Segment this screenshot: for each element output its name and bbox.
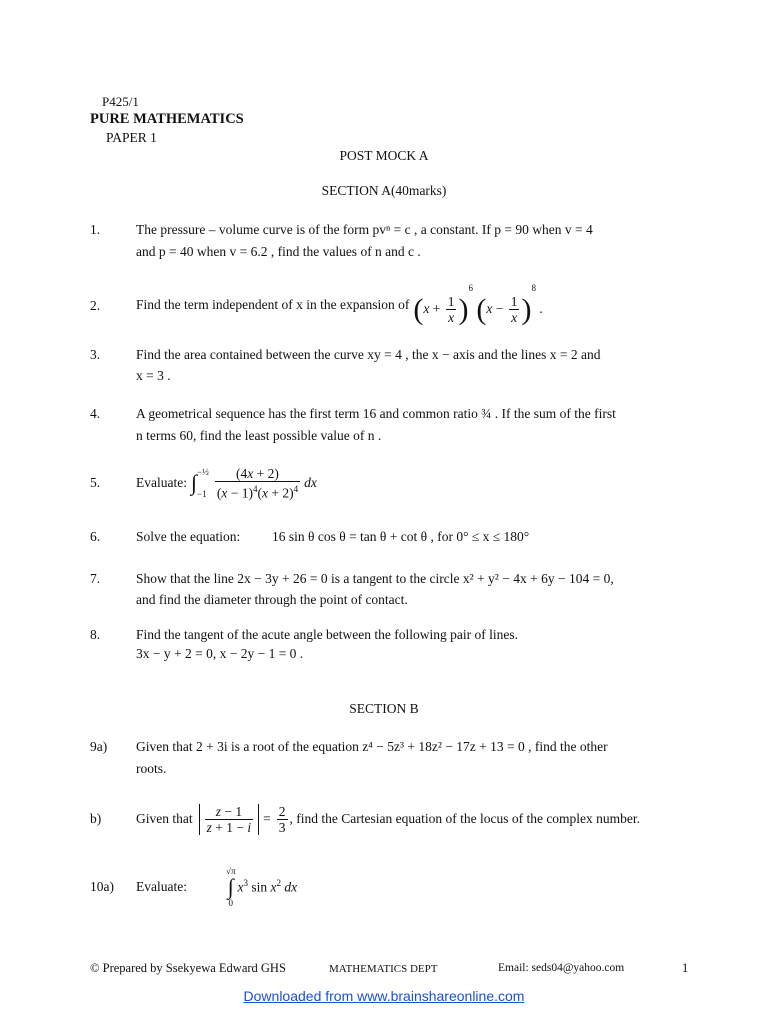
integral-expression: √π ∫ 0 $x^3$ $\sin x^2$ dx	[226, 866, 298, 908]
question-number: 8.	[90, 627, 101, 642]
equation-expression: 16 sin θ cos θ = tan θ + cot θ , for 0° ≤ x ≤ 180°	[272, 529, 530, 544]
question-text-line2: x = 3 .	[136, 368, 171, 383]
question-number: 5.	[90, 475, 101, 490]
question-row	[136, 280, 543, 330]
footer-department: MATHEMATICS DEPT	[329, 963, 438, 975]
integral-expression: ∫ −½ −1 $\frac{(4x + 2)}{(x - 1)^4(x + 2)^4}$ dx	[190, 465, 317, 501]
paper-code: P425/1	[102, 94, 139, 109]
question-text: Evaluate:	[136, 475, 187, 490]
section-b-heading: SECTION B	[349, 701, 419, 716]
question-text-line2: and p = 40 when v = 6.2 , find the values of n and c .	[136, 244, 421, 259]
question-number: 3.	[90, 347, 101, 362]
footer-email: Email: seds04@yahoo.com	[498, 962, 625, 974]
footer-prepared-by: © Prepared by Ssekyewa Edward GHS	[90, 961, 286, 975]
question-text-line2: roots.	[136, 761, 167, 776]
question-number: 4.	[90, 406, 101, 421]
question-number: 9a)	[90, 739, 108, 754]
question-text: Find the area contained between the curve xy = 4 , the x − axis and the lines x = 2 and	[136, 347, 601, 362]
question-text-line2: 3x − y + 2 = 0, x − 2y − 1 = 0 .	[136, 646, 304, 661]
question-text-after: , find the Cartesian equation of the locus of the complex number.	[289, 811, 641, 826]
paper-label: PAPER 1	[106, 130, 157, 145]
question-text: Find the term independent of x in the expansion of	[136, 297, 410, 312]
subject-title: PURE MATHEMATICS	[90, 111, 244, 127]
question-text-line2: n terms 60, find the least possible value of n .	[136, 428, 382, 443]
expansion-expression: (x + $\frac{1}{x}$ )$^6$ (x − $\frac{1}{x}$ )$^8$ .	[413, 283, 543, 326]
question-text: Given that	[136, 811, 193, 826]
download-link[interactable]: Downloaded from www.brainshareonline.com	[243, 988, 525, 1004]
question-text: Evaluate:	[136, 879, 187, 894]
exam-title: POST MOCK A	[339, 148, 429, 163]
question-text: A geometrical sequence has the first term 16 and common ratio ¾ . If the sum of the first	[136, 406, 616, 421]
question-text-line2: and find the diameter through the point of contact.	[136, 592, 408, 607]
locus-expression: $\frac{z - 1}{z + 1 - i}$ = $\frac{2}{3}$	[199, 804, 290, 835]
question-text: Find the tangent of the acute angle between the following pair of lines.	[136, 627, 519, 642]
question-text: Show that the line 2x − 3y + 26 = 0 is a tangent to the circle x² + y² − 4x + 6y − 104 = 0,	[136, 571, 614, 586]
page-number: 1	[682, 961, 689, 975]
question-number: 2.	[90, 298, 101, 313]
question-row	[136, 458, 317, 508]
question-number: 6.	[90, 529, 101, 544]
question-number: b)	[90, 811, 102, 826]
question-text: Solve the equation:	[136, 529, 241, 544]
section-a-heading: SECTION A(40marks)	[321, 183, 447, 198]
question-number: 1.	[90, 222, 101, 237]
question-number: 7.	[90, 571, 101, 586]
question-number: 10a)	[90, 879, 114, 894]
question-text: The pressure – volume curve is of the form pvⁿ = c , a constant. If p = 90 when v = 4	[136, 222, 593, 237]
question-row	[136, 795, 640, 843]
question-text: Given that 2 + 3i is a root of the equation z⁴ − 5z³ + 18z² − 17z + 13 = 0 , find the other	[136, 739, 608, 754]
